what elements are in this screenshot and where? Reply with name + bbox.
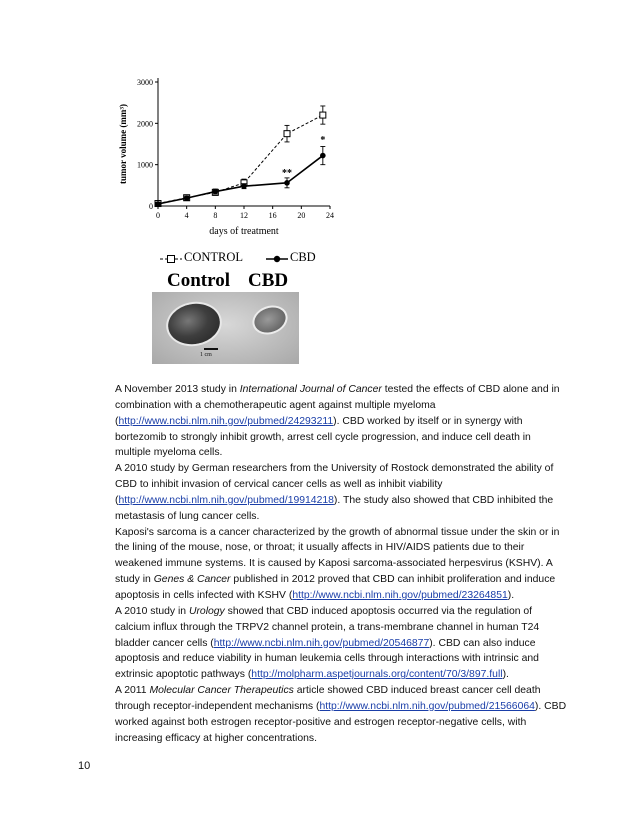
legend-control [160,250,243,265]
p5-text-3: ). CBD worked against both estrogen receptor-positive and estrogen receptor-negative cells, with increasing efficacy at higher concentrations. [115,700,567,744]
legend-control-label: CONTROL [184,250,244,264]
scale-bar [204,348,218,350]
p4-text-3: ). CBD can also induce apoptosis and reduce viability in human leukemia cells through interactions with intrinsic and extrinsic apoptotic pathways ( [115,637,539,681]
legend-cbd-symbol [266,253,288,263]
tumor-photo [152,292,299,364]
scale-label: 1 cm [200,352,212,358]
y-tick-label-0: 0 [149,202,153,211]
paragraph-5 [79,683,569,746]
cbd-point [184,195,190,201]
x-tick-label-1: 4 [184,211,189,220]
p1-text-2: tested the effects of CBD alone and in combination with a chemotherapeutic agent against multiple myeloma ( [115,384,560,427]
p3-journal: Genes & Cancer [153,574,231,586]
x-tick-label-2: 8 [213,211,218,220]
significance-annotation-0: ** [282,168,292,180]
p3-text-2: published in 2012 proved that CBD can inhibit proliferation and induce apoptosis in cells infected with KSHV ( [115,574,556,601]
y-tick-label-2: 2000 [137,119,153,129]
body-text [79,382,569,746]
paragraph-3 [79,525,569,604]
control-tumor-image [163,297,226,350]
x-tick-label-5: 20 [297,211,306,220]
p5-text-2: article showed CBD induced breast cancer cell death through receptor-independent mechanisms ( [115,685,541,712]
photo-labels [160,270,360,292]
x-axis-label: days of treatment [209,226,279,237]
x-tick-label-0: 0 [156,211,160,220]
photo-label-control: Control [167,270,230,291]
cbd-line [158,156,323,204]
p3-text-1: Kaposi's sarcoma is a cancer characterized by the growth of abnormal tissue under the skin or in the lining of the mouse, nose, or throat; it usually affects in HIV/AIDS patients due to their weakened immune systems. It is caused by Kaposi sarcoma-associated herpesvirus (KSHV). A study in [115,526,560,586]
p4-link-2[interactable]: http://molpharm.aspetjournals.org/content/70/3/897.full [251,669,503,681]
p4-link-1[interactable]: http://www.ncbi.nlm.nih.gov/pubmed/20546877 [213,637,430,649]
control-point [320,112,326,118]
p2-text-2: ). The study also showed that CBD inhibited the metastasis of lung cancer cells. [115,494,554,522]
x-tick-label-3: 12 [240,211,248,220]
p4-text-2: showed that CBD induced apoptosis occurred via the regulation of calcium influx through the TRPV2 channel protein, a trans-membrane channel in human T24 bladder cancer cells ( [115,605,540,649]
cbd-point [284,180,290,186]
p4-text-1: A 2010 study in [115,605,189,617]
tumor-volume-chart [110,72,350,244]
significance-annotation-1: * [320,134,326,146]
p5-journal: Molecular Cancer Therapeutics [149,685,294,697]
p3-link[interactable]: http://www.ncbi.nlm.nih.gov/pubmed/23264851 [292,589,508,601]
legend-cbd [266,250,316,265]
p4-journal: Urology [188,605,225,617]
y-tick-label-1: 1000 [137,160,153,170]
paragraph-4 [79,604,569,683]
control-line [158,115,326,203]
p2-text-1: A 2010 study by German researchers from the University of Rostock demonstrated the ability of CBD to inhibit invasion of cervical cancer cells as well as inhibit viability ( [115,463,554,506]
cbd-point [155,201,161,207]
cbd-point [213,189,219,195]
p1-journal: International Journal of Cancer [239,384,382,395]
p4-text-4: ). [502,669,509,681]
y-tick-label-3: 3000 [137,78,153,87]
photo-label-cbd: CBD [248,270,289,291]
control-point [284,131,290,137]
paragraph-2 [79,461,569,524]
p1-text-1: A November 2013 study in [115,384,240,395]
p1-link[interactable]: http://www.ncbi.nlm.nih.gov/pubmed/24293211 [118,415,334,427]
p1-text-3: ). CBD worked by itself or in synergy with bortezomib to strongly inhibit growth, arrest cell cycle progression, and induce cell death in multiple myeloma cells. [115,415,531,459]
p3-text-3: ). [507,589,515,601]
p5-text-1: A 2011 [115,685,150,697]
cbd-point [241,183,247,189]
legend-cbd-label: CBD [290,250,316,264]
cbd-tumor-image [248,301,291,340]
chart-legend [160,250,380,266]
y-axis-label: tumor volume (mm³) [118,103,128,185]
cbd-point [320,153,326,159]
page-number: 10 [78,760,91,772]
p2-link[interactable]: http://www.ncbi.nlm.nih.gov/pubmed/19914218 [118,494,334,506]
p5-link[interactable]: http://www.ncbi.nlm.nih.gov/pubmed/21566064 [319,700,535,712]
x-tick-label-4: 16 [268,211,277,220]
x-tick-label-6: 24 [326,211,334,220]
legend-control-symbol [160,253,182,263]
paragraph-1 [79,382,569,461]
